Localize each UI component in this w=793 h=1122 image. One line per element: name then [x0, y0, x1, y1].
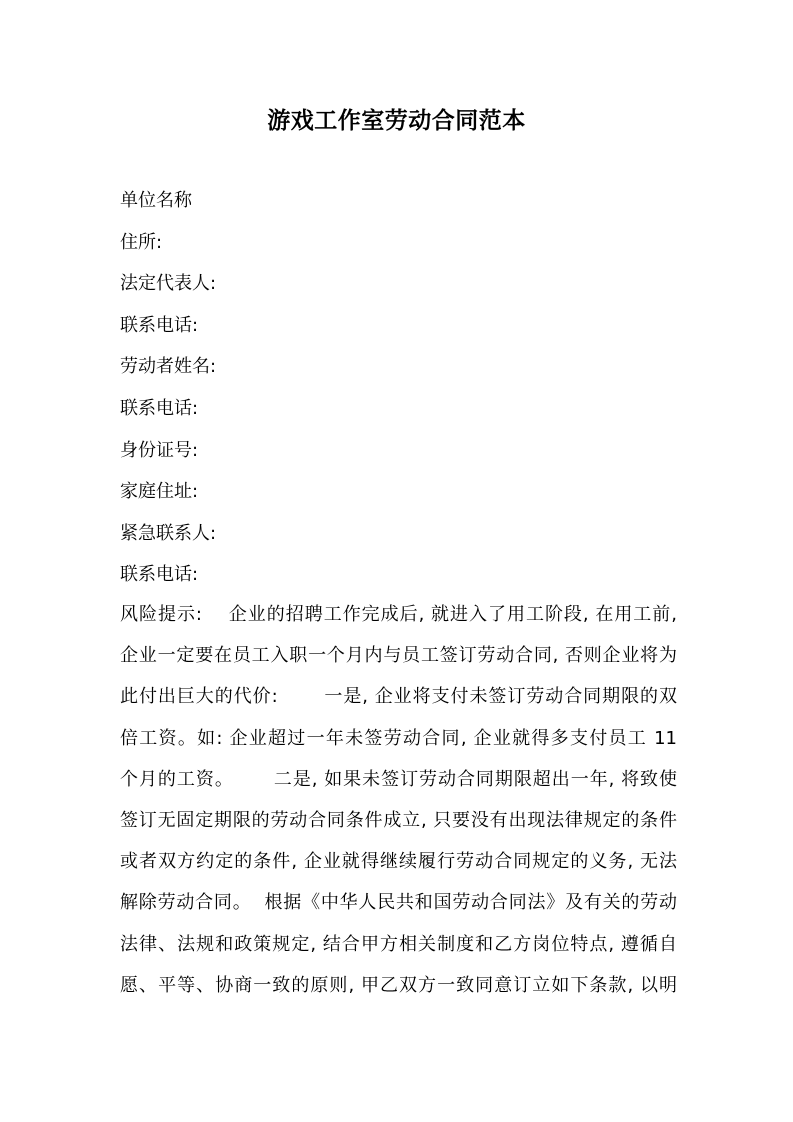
field-legal-representative: 法定代表人: [120, 273, 217, 295]
field-id-number: 身份证号: [120, 439, 199, 461]
paragraph-line: 企业一定要在员工入职一个月内与员工签订劳动合同, 否则企业将为 [120, 645, 677, 667]
paragraph-line: 法律、法规和政策规定, 结合甲方相关制度和乙方岗位特点, 遵循自 [120, 933, 677, 955]
paragraph-line: 愿、平等、协商一致的原则, 甲乙双方一致同意订立如下条款, 以明 [120, 974, 677, 996]
paragraph-line: 风险提示: 企业的招聘工作完成后, 就进入了用工阶段, 在用工前, [120, 604, 677, 625]
field-employee-phone: 联系电话: [120, 397, 199, 419]
paragraph-line: 解除劳动合同。 根据《中华人民共和国劳动合同法》及有关的劳动 [120, 892, 677, 914]
paragraph-line: 倍工资。如: 企业超过一年未签劳动合同, 企业就得多支付员工 11 [120, 727, 677, 749]
field-home-address: 家庭住址: [120, 481, 199, 503]
field-emergency-phone: 联系电话: [120, 564, 199, 586]
paragraph-line: 签订无固定期限的劳动合同条件成立, 只要没有出现法律规定的条件 [120, 809, 677, 831]
contract-fields [120, 186, 680, 602]
paragraph-line: 此付出巨大的代价: 一是, 企业将支付未签订劳动合同期限的双 [120, 686, 677, 708]
paragraph-line: 或者双方约定的条件, 企业就得继续履行劳动合同规定的义务, 无法 [120, 851, 677, 873]
field-employee-name: 劳动者姓名: [120, 356, 217, 378]
document-title: 游戏工作室劳动合同范本 [267, 108, 526, 134]
paragraph-line: 个月的工资。 二是, 如果未签订劳动合同期限超出一年, 将致使 [120, 768, 677, 790]
field-emergency-contact: 紧急联系人: [120, 522, 217, 544]
risk-notice-paragraph [120, 598, 677, 1010]
field-address: 住所: [120, 231, 163, 253]
field-company-name: 单位名称 [120, 190, 192, 211]
field-company-phone: 联系电话: [120, 314, 199, 336]
